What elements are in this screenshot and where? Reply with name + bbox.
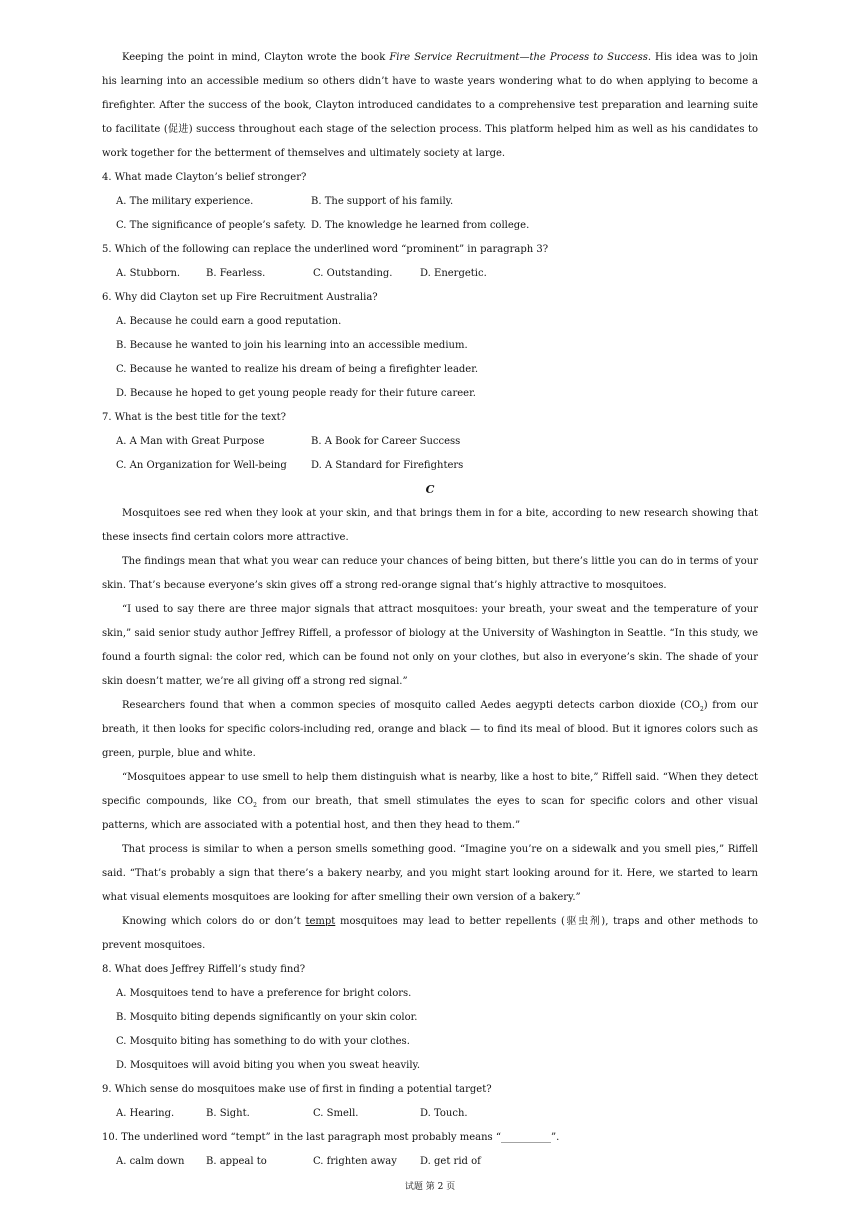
answer-option: D. Because he hoped to get young people ready for their future career. [116, 388, 476, 399]
option-row [102, 1054, 758, 1078]
passage-b-closing-paragraph: Keeping the point in mind, Clayton wrote the book Fire Service Recruitment—the Process to Success. His idea was to join his learning into an accessible medium so others didn’t have to waste years wondering what to do when applying to become a firefighter. After the success of the book, Clayton introduced candidates to a comprehensive test preparation and learning suite to facilitate (促进) success throughout each stage of the selection process. This platform helped him as well as his candidates to work together for the betterment of themselves and ultimately society at large. [102, 52, 758, 159]
option-row [102, 334, 758, 358]
answer-option: A. The military experience. [116, 196, 254, 207]
answer-option: C. Because he wanted to realize his dream of being a firefighter leader. [116, 364, 479, 375]
answer-option: B. Fearless. [206, 268, 266, 279]
answer-option: D. Energetic. [420, 268, 487, 279]
question-stem: 4. What made Clayton’s belief stronger? [102, 172, 307, 183]
section-c-paragraph-3: “I used to say there are three major signals that attract mosquitoes: your breath, your sweat and the temperature of your skin,” said senior study author Jeffrey Riffell, a professor of biology at the University of Washington in Seattle. “In this study, we found a fourth signal: the color red, which can be found not only on your clothes, but also in everyone’s skin. The shade of your skin doesn’t matter, we’re all giving off a strong red signal.” [102, 604, 758, 687]
answer-option: B. The support of his family. [311, 196, 454, 207]
answer-option: D. The knowledge he learned from college. [311, 220, 530, 231]
answer-option: B. A Book for Career Success [311, 436, 461, 447]
answer-option: D. get rid of [420, 1156, 481, 1167]
answer-option: B. Sight. [206, 1108, 250, 1119]
section-c-heading: C [425, 483, 435, 496]
questions-section-b [102, 166, 758, 478]
answer-option: A. A Man with Great Purpose [116, 436, 265, 447]
question-stem: 7. What is the best title for the text? [102, 412, 287, 423]
section-c-paragraph-1: Mosquitoes see red when they look at your skin, and that brings them in for a bite, according to new research showing that these insects find certain colors more attractive. [102, 508, 758, 543]
underlined-word-tempt: tempt [305, 916, 336, 927]
option-row [102, 1150, 758, 1174]
answer-option: B. Mosquito biting depends significantly on your skin color. [116, 1012, 418, 1023]
answer-option: C. The significance of people’s safety. [116, 220, 307, 231]
answer-option: D. A Standard for Firefighters [311, 460, 464, 471]
answer-option: C. Outstanding. [313, 268, 393, 279]
book-title: Fire Service Recruitment—the Process to Success. [389, 52, 652, 63]
section-c-paragraph-7: Knowing which colors do or don’t tempt mosquitoes may lead to better repellents (驱虫剂), traps and other methods to prevent mosquitoes. [102, 916, 758, 951]
answer-option: C. An Organization for Well-being [116, 460, 287, 471]
page-footer: 试题 第 2 页 [404, 1182, 456, 1192]
section-c-paragraph-2: The findings mean that what you wear can reduce your chances of being bitten, but there’s little you can do in terms of your skin. That’s because everyone’s skin gives off a strong red-orange signal that’s highly attractive to mosquitoes. [102, 556, 758, 591]
section-c-paragraph-6: That process is similar to when a person smells something good. “Imagine you’re on a sidewalk and you smell pies,” Riffell said. “That’s probably a sign that there’s a bakery nearby, and you might start looking around for it. Here, we started to learn what visual elements mosquitoes are looking for after smelling their own version of a bakery.” [102, 844, 758, 903]
option-row [102, 262, 758, 286]
option-row [102, 430, 758, 454]
option-row [102, 214, 758, 238]
option-row [102, 1030, 758, 1054]
answer-option: A. Mosquitoes tend to have a preference for bright colors. [116, 988, 412, 999]
answer-option: C. frighten away [313, 1156, 397, 1167]
question-stem: 5. Which of the following can replace the underlined word “prominent” in paragraph 3? [102, 244, 549, 255]
option-row [102, 190, 758, 214]
option-row [102, 1006, 758, 1030]
page-content [102, 46, 758, 1174]
questions-section-c [102, 958, 758, 1174]
answer-option: D. Touch. [420, 1108, 468, 1119]
question-stem: 8. What does Jeffrey Riffell’s study find? [102, 964, 306, 975]
answer-option: A. Stubborn. [116, 268, 181, 279]
answer-option: D. Mosquitoes will avoid biting you when you sweat heavily. [116, 1060, 421, 1071]
answer-option: C. Mosquito biting has something to do with your clothes. [116, 1036, 410, 1047]
answer-option: B. appeal to [206, 1156, 267, 1167]
question-stem: 10. The underlined word “tempt” in the last paragraph most probably means “__________”. [102, 1132, 560, 1143]
answer-option: B. Because he wanted to join his learning into an accessible medium. [116, 340, 468, 351]
option-row [102, 310, 758, 334]
answer-option: A. calm down [116, 1156, 185, 1167]
section-c-paragraph-4: Researchers found that when a common species of mosquito called Aedes aegypti detects carbon dioxide $(CO_2)$ from our breath, it then looks for specific colors-including red, orange and black — to find its meal of blood. But it ignores colors such as green, purple, blue and white. [102, 700, 759, 759]
question-stem: 6. Why did Clayton set up Fire Recruitment Australia? [102, 292, 378, 303]
option-row [102, 1102, 758, 1126]
answer-option: C. Smell. [313, 1108, 359, 1119]
option-row [102, 982, 758, 1006]
answer-option: A. Because he could earn a good reputation. [116, 316, 342, 327]
question-stem: 9. Which sense do mosquitoes make use of first in finding a potential target? [102, 1084, 492, 1095]
answer-option: A. Hearing. [116, 1108, 175, 1119]
option-row [102, 358, 758, 382]
option-row [102, 382, 758, 406]
section-c-paragraph-5: “Mosquitoes appear to use smell to help them distinguish what is nearby, like a host to bite,” Riffell said. “When they detect specific compounds, like $CO_2$ from our breath, that smell stimulates the eyes to scan for specific colors and other visual patterns, which are associated with a potential host, and then they head to them.” [102, 772, 758, 831]
option-row [102, 454, 758, 478]
